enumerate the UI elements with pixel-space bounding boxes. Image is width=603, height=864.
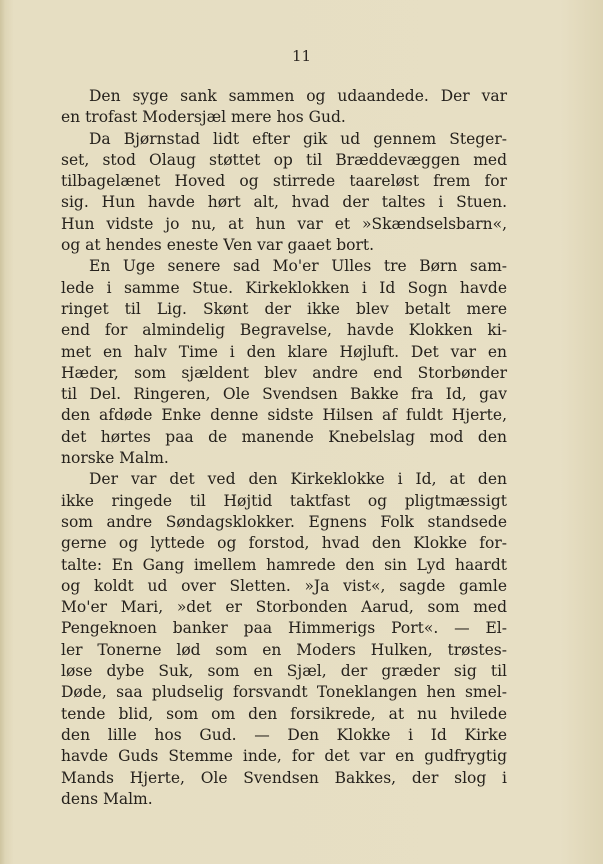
text-line: den lille hos Gud. — Den Klokke i Id Kirke: [61, 725, 507, 744]
text-line: det hørtes paa de manende Knebelslag mod den: [61, 427, 507, 446]
text-line: tilbagelænet Hoved og stirrede taareløst frem for: [61, 172, 507, 191]
text-line: norske Malm.: [61, 449, 169, 468]
text-line: Hæder, som sjældent blev andre end Storbønder: [61, 363, 507, 382]
text-line: set, stod Olaug støttet op til Bræddevæggen med: [61, 150, 507, 169]
page-edge-shadow: [0, 0, 5, 864]
text-line: end for almindelig Begravelse, havde Klokken ki-: [61, 321, 507, 340]
body-text: [61, 86, 507, 810]
text-line: den afdøde Enke denne sidste Hilsen af fuldt Hjerte,: [61, 406, 507, 425]
text-line: En Uge senere sad Mo'er Ulles tre Børn sam-: [89, 257, 507, 276]
text-line: Da Bjørnstad lidt efter gik ud gennem Steger-: [89, 129, 507, 148]
text-line: Der var det ved den Kirkeklokke i Id, at den: [89, 470, 507, 489]
text-line: gerne og lyttede og forstod, hvad den Klokke for-: [61, 534, 507, 553]
text-line: Den syge sank sammen og udaandede. Der var: [89, 87, 507, 105]
text-line: løse dybe Suk, som en Sjæl, der græder sig til: [61, 662, 507, 681]
text-line: og koldt ud over Sletten. »Ja vist«, sagde gamle: [61, 576, 507, 595]
text-line: met en halv Time i den klare Højluft. Det var en: [61, 342, 507, 361]
text-line: havde Guds Stemme inde, for det var en gudfrygtig: [61, 747, 507, 766]
text-line: Døde, saa pludselig forsvandt Toneklangen hen smel-: [61, 683, 507, 702]
text-line: ikke ringede til Højtid taktfast og pligtmæssigt: [61, 491, 507, 510]
text-line: ler Tonerne lød som en Moders Hulken, trøstes-: [61, 640, 507, 659]
text-line: Mo'er Mari, »det er Storbonden Aarud, som med: [61, 598, 507, 617]
text-line: dens Malm.: [61, 789, 153, 808]
page-number: 11: [291, 47, 312, 65]
text-line: og at hendes eneste Ven var gaaet bort.: [61, 236, 375, 255]
text-line: som andre Søndagsklokker. Egnens Folk standsede: [61, 512, 507, 531]
text-line: tende blid, som om den forsikrede, at nu hvilede: [61, 704, 507, 723]
text-line: en trofast Modersjæl mere hos Gud.: [61, 108, 346, 127]
text-line: talte: En Gang imellem hamrede den sin Lyd haardt: [61, 555, 507, 574]
text-line: Hun vidste jo nu, at hun var et »Skændselsbarn«,: [61, 214, 507, 233]
text-line: Pengeknoen banker paa Himmerigs Port«. — El-: [61, 619, 507, 638]
text-line: Mands Hjerte, Ole Svendsen Bakkes, der slog i: [61, 768, 507, 787]
text-line: sig. Hun havde hørt alt, hvad der taltes i Stuen.: [61, 193, 507, 212]
text-line: ringet til Lig. Skønt der ikke blev betalt mere: [61, 299, 507, 318]
text-line: lede i samme Stue. Kirkeklokken i Id Sogn havde: [61, 278, 507, 297]
text-line: til Del. Ringeren, Ole Svendsen Bakke fra Id, gav: [61, 385, 507, 404]
